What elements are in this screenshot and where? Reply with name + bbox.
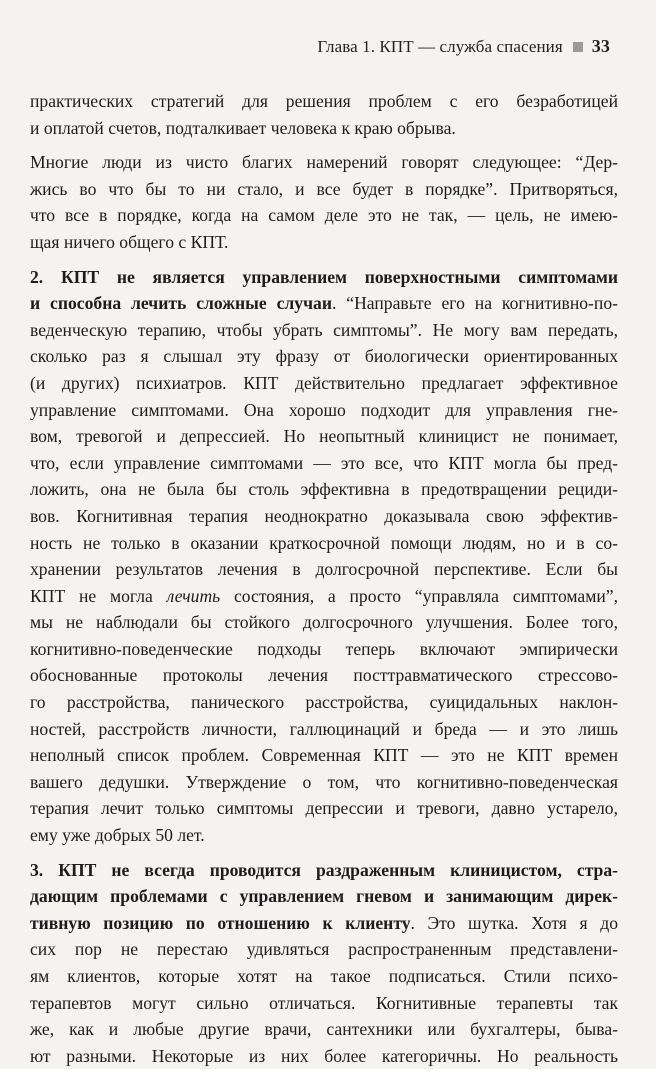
point-2-heading-end: и способна лечить сложные случаи: [30, 293, 332, 314]
text-line: терапия лечит только симптомы депрессии и тревоги, давно устарело,: [30, 798, 618, 819]
text-line: ностей, расстройств личности, галлюцинаций и бреда — и это лишь: [30, 718, 618, 739]
text-line: жись во что бы то ни стало, и все будет в порядке”. Притворяться,: [30, 178, 618, 199]
text-line: сих пор не перестаю удивляться распространенным представлени-: [30, 939, 618, 960]
paragraph-point-3: [30, 857, 618, 1069]
text-line: когнитивно-поведенческие подходы теперь включают эмпирически: [30, 638, 618, 659]
text-line: неполный список проблем. Современная КПТ — это не КПТ времен: [30, 745, 618, 766]
text-line: же, как и любые другие врачи, сантехники или бухгалтеры, быва-: [30, 1019, 618, 1040]
body-text: [30, 88, 618, 1069]
point-3-heading-line: 3. КПТ не всегда проводится раздраженным клиницистом, стра-: [30, 859, 618, 880]
text-line: вом, тревогой и депрессией. Но неопытный клиницист не понимает,: [30, 426, 618, 447]
italic-word: лечить: [166, 585, 221, 606]
text-line: управление симптомами. Она хорошо подходит для управления гне-: [30, 399, 618, 420]
point-2-heading-line: 2. КПТ не является управлением поверхностными симптомами: [30, 266, 618, 287]
text-line: сколько раз я слышал эту фразу от биологически ориентированных: [30, 346, 618, 367]
text-line: вов. Когнитивная терапия неоднократно доказывала свою эффектив-: [30, 505, 618, 526]
point-3-text-start: . Это шутка. Хотя я до: [410, 912, 618, 933]
point-2-heading-end-line: [30, 290, 618, 317]
point-3-heading-end-line: [30, 910, 618, 937]
text-line: щая ничего общего с КПТ.: [30, 231, 229, 252]
point-3-heading-end: тивную позицию по отношению к клиенту: [30, 912, 411, 933]
text-line: что, если управление симптомами — это все, что КПТ могла бы пред-: [30, 452, 618, 473]
text-line: го расстройства, панического расстройства, суицидальных наклон-: [30, 692, 618, 713]
text-line: что все в порядке, когда на самом деле это не так, — цель, не имею-: [30, 205, 618, 226]
text-line: терапевтов могут сильно отличаться. Когнитивные терапевты так: [30, 992, 618, 1013]
text-line: ям клиентов, которые хотят на такое подписаться. Стили психо-: [30, 966, 618, 986]
text-line: (и других) психиатров. КПТ действительно предлагает эффективное: [30, 372, 618, 393]
text-line: хранении результатов лечения в долгосрочной перспективе. Если бы: [30, 559, 618, 580]
text-line: ют разными. Некоторые из них более категоричны. Но реальность: [30, 1045, 618, 1066]
text-line: и оплатой счетов, подталкивает человека к краю обрыва.: [30, 117, 456, 138]
text-line: Многие люди из чисто благих намерений говорят следующее: “Дер-: [30, 152, 618, 173]
point-2-text-start: . “Направьте его на когнитивно-по-: [331, 293, 618, 314]
text-line: мы не наблюдали бы стойкого долгосрочного улучшения. Более того,: [30, 612, 618, 633]
running-header: [317, 36, 610, 57]
italic-line-after: состояния, а просто “управляла симптомами”,: [220, 585, 619, 606]
text-line: ложить, она не была бы столь эффективна в предотвращении рециди-: [30, 479, 618, 500]
paragraph-1: [30, 88, 618, 141]
text-line: веденческую терапию, чтобы убрать симптомы”. Не могу вам передать,: [30, 319, 618, 340]
paragraph-point-2: [30, 264, 618, 849]
italic-line-before: КПТ не могла: [30, 585, 167, 606]
page-number: 33: [591, 36, 610, 56]
chapter-title: Глава 1. КПТ — служба спасения: [317, 36, 563, 56]
text-line: ность не только в оказании краткосрочной помощи людям, но и в со-: [30, 532, 618, 553]
text-line: обоснованные протоколы лечения посттравматического стрессово-: [30, 665, 618, 686]
point-3-heading-line: дающим проблемами с управлением гневом и занимающим дирек-: [30, 886, 618, 907]
text-line: практических стратегий для решения проблем с его безработицей: [30, 91, 618, 111]
header-separator-square: [573, 42, 583, 52]
paragraph-2: [30, 149, 618, 255]
text-line: ему уже добрых 50 лет.: [30, 825, 205, 846]
italic-text-line: [30, 583, 618, 610]
text-line: вашего дедушки. Утверждение о том, что когнитивно-поведенческая: [30, 771, 618, 792]
